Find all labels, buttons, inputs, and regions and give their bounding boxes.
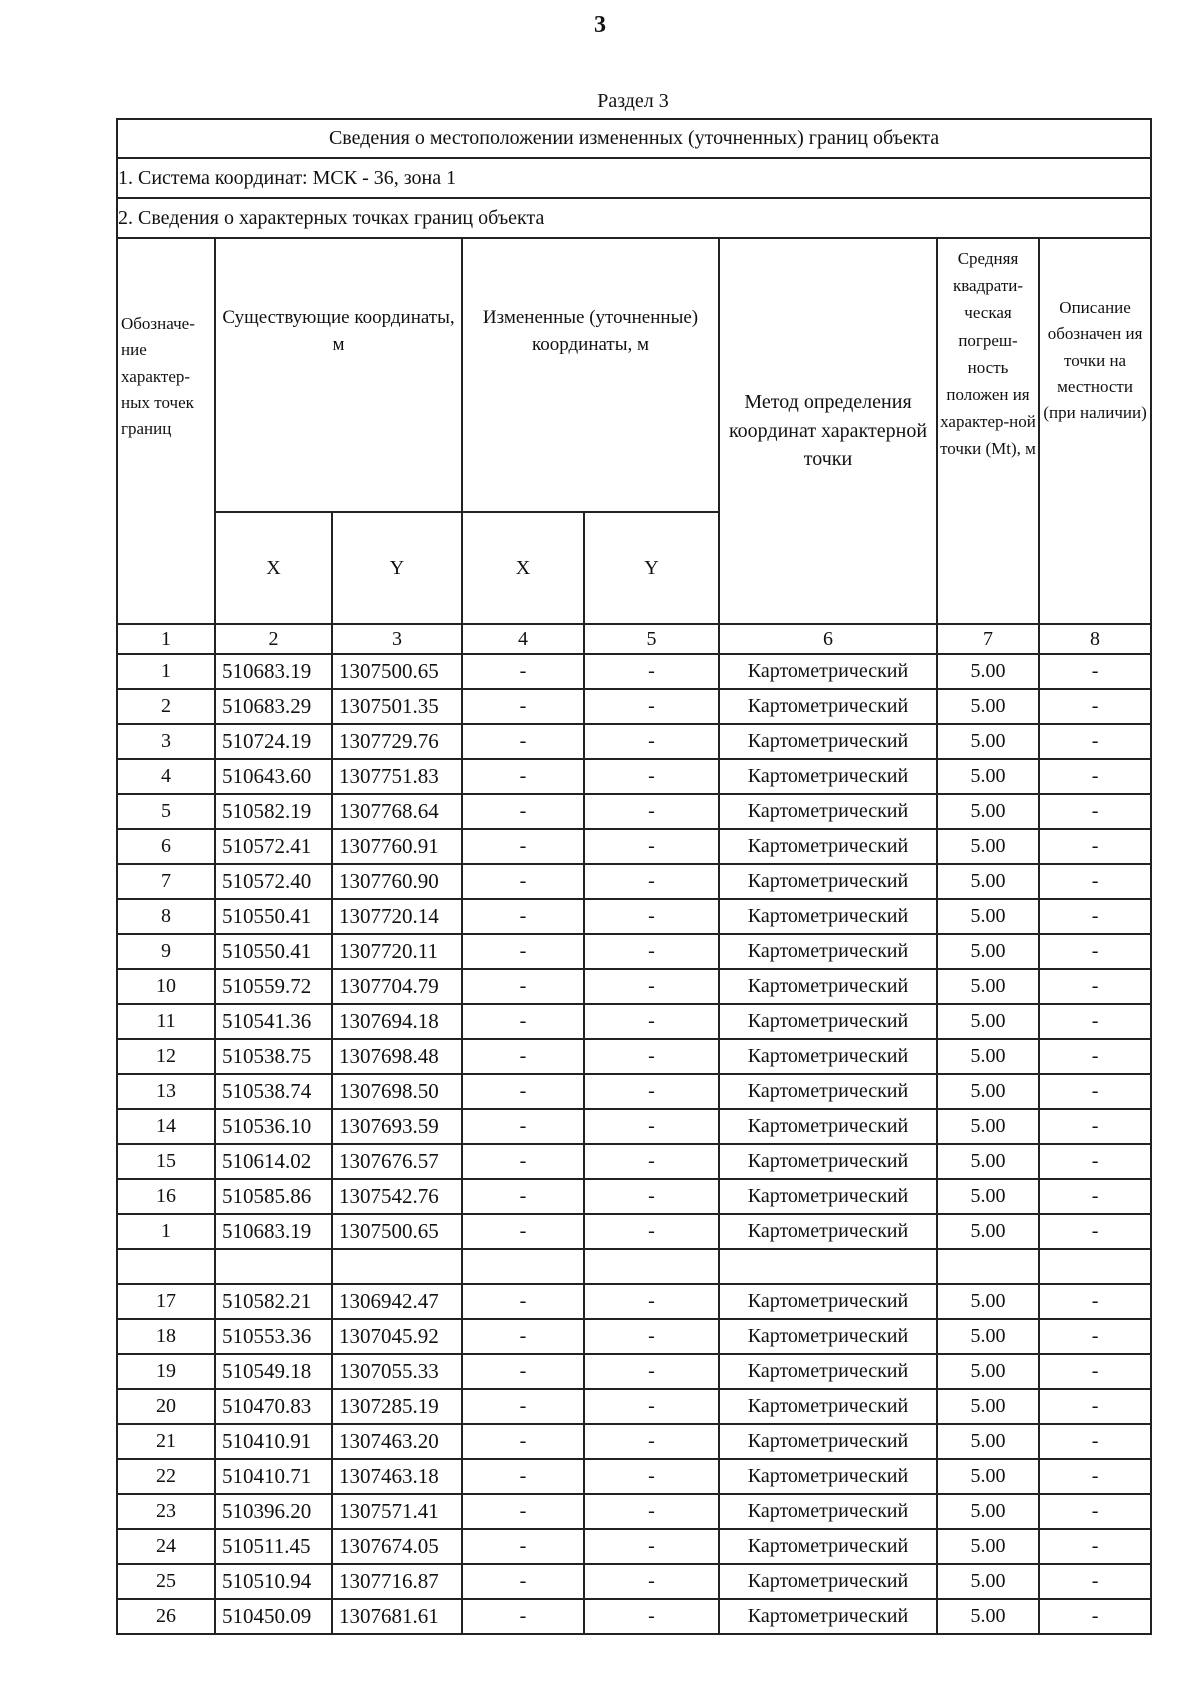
cell-changed-y: - — [584, 1039, 719, 1074]
cell-changed-y: - — [584, 1004, 719, 1039]
table-row — [117, 1214, 1151, 1249]
cell-mt-error: 5.00 — [937, 1564, 1039, 1599]
cell-changed-y: - — [584, 1319, 719, 1354]
cell-changed-y: - — [584, 1284, 719, 1319]
cell-changed-x: - — [462, 689, 584, 724]
cell-method: Картометрический — [719, 1389, 937, 1424]
column-number: 4 — [462, 624, 584, 654]
cell-method: Картометрический — [719, 1494, 937, 1529]
cell-point-id: 6 — [117, 829, 215, 864]
cell-method: Картометрический — [719, 1319, 937, 1354]
cell-method: Картометрический — [719, 1354, 937, 1389]
cell-existing-x: 510582.19 — [215, 794, 332, 829]
cell-existing-y: 1307500.65 — [332, 1214, 462, 1249]
column-number: 2 — [215, 624, 332, 654]
cell-mt-error: 5.00 — [937, 689, 1039, 724]
cell-method: Картометрический — [719, 969, 937, 1004]
cell-changed-y: - — [584, 1179, 719, 1214]
cell-changed-x: - — [462, 1074, 584, 1109]
cell-changed-y: - — [584, 1424, 719, 1459]
cell-changed-y: - — [584, 689, 719, 724]
boundary-points-table — [116, 118, 1152, 1635]
cell-description: - — [1039, 1074, 1151, 1109]
cell-changed-x: - — [462, 1319, 584, 1354]
cell-method: Картометрический — [719, 654, 937, 689]
cell-changed-x: - — [462, 864, 584, 899]
cell-changed-x: - — [462, 654, 584, 689]
cell-existing-x: 510559.72 — [215, 969, 332, 1004]
cell-changed-x: - — [462, 1109, 584, 1144]
cell-existing-y — [332, 1249, 462, 1284]
cell-point-id: 5 — [117, 794, 215, 829]
cell-point-id: 18 — [117, 1319, 215, 1354]
cell-changed-y: - — [584, 1074, 719, 1109]
table-row — [117, 1109, 1151, 1144]
cell-point-id: 21 — [117, 1424, 215, 1459]
table-row — [117, 829, 1151, 864]
cell-description: - — [1039, 1494, 1151, 1529]
cell-mt-error: 5.00 — [937, 1319, 1039, 1354]
table-row — [117, 1004, 1151, 1039]
column-number: 1 — [117, 624, 215, 654]
cell-changed-y: - — [584, 969, 719, 1004]
cell-description: - — [1039, 654, 1151, 689]
cell-changed-x: - — [462, 1144, 584, 1179]
cell-mt-error: 5.00 — [937, 794, 1039, 829]
header-changed-x: X — [462, 512, 584, 624]
cell-method: Картометрический — [719, 864, 937, 899]
cell-description: - — [1039, 1004, 1151, 1039]
cell-changed-y: - — [584, 864, 719, 899]
cell-existing-y: 1307751.83 — [332, 759, 462, 794]
cell-existing-x: 510470.83 — [215, 1389, 332, 1424]
cell-description: - — [1039, 1039, 1151, 1074]
cell-changed-y: - — [584, 1389, 719, 1424]
cell-description — [1039, 1249, 1151, 1284]
cell-mt-error: 5.00 — [937, 1389, 1039, 1424]
table-row — [117, 724, 1151, 759]
cell-changed-y: - — [584, 1494, 719, 1529]
cell-mt-error: 5.00 — [937, 1354, 1039, 1389]
cell-changed-y: - — [584, 1459, 719, 1494]
cell-existing-x: 510549.18 — [215, 1354, 332, 1389]
cell-mt-error: 5.00 — [937, 1214, 1039, 1249]
cell-existing-x: 510572.40 — [215, 864, 332, 899]
cell-description: - — [1039, 1564, 1151, 1599]
cell-existing-y: 1307045.92 — [332, 1319, 462, 1354]
cell-point-id: 1 — [117, 654, 215, 689]
cell-point-id: 10 — [117, 969, 215, 1004]
coordinate-system: 1. Система координат: МСК - 36, зона 1 — [117, 158, 1151, 198]
header-method: Метод определения координат характерной точки — [719, 238, 937, 624]
cell-description: - — [1039, 899, 1151, 934]
cell-existing-x: 510550.41 — [215, 899, 332, 934]
cell-description: - — [1039, 724, 1151, 759]
cell-method: Картометрический — [719, 1599, 937, 1634]
table-row — [117, 1354, 1151, 1389]
header-changed-coordinates: Измененные (уточненные) координаты, м — [462, 238, 719, 512]
cell-existing-x: 510724.19 — [215, 724, 332, 759]
cell-method: Картометрический — [719, 759, 937, 794]
column-number: 3 — [332, 624, 462, 654]
cell-point-id: 11 — [117, 1004, 215, 1039]
cell-mt-error: 5.00 — [937, 1459, 1039, 1494]
table-row — [117, 1424, 1151, 1459]
cell-description: - — [1039, 1144, 1151, 1179]
cell-point-id: 22 — [117, 1459, 215, 1494]
column-number: 5 — [584, 624, 719, 654]
cell-mt-error: 5.00 — [937, 829, 1039, 864]
cell-existing-x: 510614.02 — [215, 1144, 332, 1179]
cell-existing-y: 1307768.64 — [332, 794, 462, 829]
section-title: Раздел 3 — [597, 90, 669, 112]
cell-existing-x: 510683.29 — [215, 689, 332, 724]
cell-changed-x: - — [462, 1494, 584, 1529]
column-numbers-row — [117, 624, 1151, 654]
header-point-description: Описание обозначен ия точки на местности (при наличии) — [1039, 238, 1151, 624]
cell-method: Картометрический — [719, 829, 937, 864]
cell-point-id: 24 — [117, 1529, 215, 1564]
header-existing-coordinates: Существующие координаты, м — [215, 238, 462, 512]
header-existing-y: Y — [332, 512, 462, 624]
cell-mt-error: 5.00 — [937, 1284, 1039, 1319]
cell-mt-error: 5.00 — [937, 1144, 1039, 1179]
cell-existing-y: 1307760.91 — [332, 829, 462, 864]
cell-description: - — [1039, 864, 1151, 899]
cell-existing-y: 1307542.76 — [332, 1179, 462, 1214]
cell-existing-y: 1307720.14 — [332, 899, 462, 934]
cell-description: - — [1039, 1459, 1151, 1494]
cell-existing-y: 1307704.79 — [332, 969, 462, 1004]
cell-changed-y: - — [584, 654, 719, 689]
table-row — [117, 1249, 1151, 1284]
cell-point-id: 13 — [117, 1074, 215, 1109]
cell-existing-y: 1306942.47 — [332, 1284, 462, 1319]
cell-changed-x: - — [462, 1564, 584, 1599]
cell-existing-y: 1307501.35 — [332, 689, 462, 724]
cell-existing-y: 1307693.59 — [332, 1109, 462, 1144]
cell-point-id: 14 — [117, 1109, 215, 1144]
cell-changed-x: - — [462, 1354, 584, 1389]
cell-existing-y: 1307055.33 — [332, 1354, 462, 1389]
cell-changed-x: - — [462, 1599, 584, 1634]
cell-existing-x: 510541.36 — [215, 1004, 332, 1039]
cell-existing-y: 1307676.57 — [332, 1144, 462, 1179]
table-row — [117, 934, 1151, 969]
cell-existing-y: 1307720.11 — [332, 934, 462, 969]
cell-method: Картометрический — [719, 689, 937, 724]
cell-changed-y: - — [584, 1214, 719, 1249]
cell-existing-x: 510582.21 — [215, 1284, 332, 1319]
cell-point-id: 17 — [117, 1284, 215, 1319]
cell-existing-x: 510410.91 — [215, 1424, 332, 1459]
cell-mt-error: 5.00 — [937, 1074, 1039, 1109]
header-existing-x: X — [215, 512, 332, 624]
cell-method: Картометрический — [719, 1459, 937, 1494]
cell-description: - — [1039, 1179, 1151, 1214]
cell-changed-x: - — [462, 1389, 584, 1424]
table-row — [117, 1389, 1151, 1424]
cell-point-id: 3 — [117, 724, 215, 759]
table-row — [117, 1074, 1151, 1109]
cell-existing-y: 1307716.87 — [332, 1564, 462, 1599]
cell-changed-x: - — [462, 1179, 584, 1214]
cell-point-id — [117, 1249, 215, 1284]
cell-point-id: 23 — [117, 1494, 215, 1529]
table-row — [117, 969, 1151, 1004]
cell-changed-x: - — [462, 899, 584, 934]
cell-method: Картометрический — [719, 1214, 937, 1249]
cell-existing-x: 510410.71 — [215, 1459, 332, 1494]
cell-existing-x: 510538.74 — [215, 1074, 332, 1109]
cell-changed-y: - — [584, 794, 719, 829]
cell-existing-x: 510553.36 — [215, 1319, 332, 1354]
cell-existing-y: 1307500.65 — [332, 654, 462, 689]
cell-changed-y: - — [584, 1599, 719, 1634]
column-number: 8 — [1039, 624, 1151, 654]
cell-mt-error: 5.00 — [937, 934, 1039, 969]
cell-existing-y: 1307698.50 — [332, 1074, 462, 1109]
cell-method: Картометрический — [719, 1039, 937, 1074]
cell-mt-error — [937, 1249, 1039, 1284]
cell-changed-x: - — [462, 1424, 584, 1459]
cell-mt-error: 5.00 — [937, 864, 1039, 899]
cell-changed-y: - — [584, 934, 719, 969]
cell-description: - — [1039, 1214, 1151, 1249]
cell-mt-error: 5.00 — [937, 1039, 1039, 1074]
cell-point-id: 4 — [117, 759, 215, 794]
cell-existing-y: 1307729.76 — [332, 724, 462, 759]
cell-method: Картометрический — [719, 1529, 937, 1564]
cell-mt-error: 5.00 — [937, 759, 1039, 794]
cell-existing-y: 1307681.61 — [332, 1599, 462, 1634]
cell-description: - — [1039, 794, 1151, 829]
cell-existing-x: 510683.19 — [215, 654, 332, 689]
cell-changed-x: - — [462, 1039, 584, 1074]
cell-description: - — [1039, 1529, 1151, 1564]
cell-description: - — [1039, 1109, 1151, 1144]
table-row — [117, 1319, 1151, 1354]
cell-existing-x: 510550.41 — [215, 934, 332, 969]
cell-changed-y: - — [584, 1144, 719, 1179]
cell-point-id: 1 — [117, 1214, 215, 1249]
header-point-designation: Обозначе-ние характер-ных точек границ — [117, 238, 215, 624]
page-number: 3 — [594, 12, 606, 38]
cell-mt-error: 5.00 — [937, 1424, 1039, 1459]
cell-point-id: 2 — [117, 689, 215, 724]
cell-existing-x: 510572.41 — [215, 829, 332, 864]
cell-description: - — [1039, 829, 1151, 864]
cell-mt-error: 5.00 — [937, 899, 1039, 934]
table-row — [117, 759, 1151, 794]
cell-method: Картометрический — [719, 899, 937, 934]
cell-existing-x: 510536.10 — [215, 1109, 332, 1144]
cell-changed-x: - — [462, 1529, 584, 1564]
cell-mt-error: 5.00 — [937, 969, 1039, 1004]
cell-point-id: 8 — [117, 899, 215, 934]
cell-description: - — [1039, 1424, 1151, 1459]
cell-changed-x: - — [462, 1214, 584, 1249]
cell-existing-y: 1307285.19 — [332, 1389, 462, 1424]
cell-mt-error: 5.00 — [937, 1529, 1039, 1564]
cell-description: - — [1039, 1319, 1151, 1354]
cell-description: - — [1039, 969, 1151, 1004]
cell-point-id: 7 — [117, 864, 215, 899]
cell-existing-y: 1307694.18 — [332, 1004, 462, 1039]
cell-mt-error: 5.00 — [937, 1004, 1039, 1039]
table-row — [117, 689, 1151, 724]
cell-description: - — [1039, 1599, 1151, 1634]
header-mean-square-error: Средняя квадрати-ческая погреш-ность положен ия характер-ной точки (Mt), м — [937, 238, 1039, 624]
cell-mt-error: 5.00 — [937, 1494, 1039, 1529]
cell-changed-y: - — [584, 899, 719, 934]
cell-mt-error: 5.00 — [937, 1109, 1039, 1144]
table-title: Сведения о местоположении измененных (уточненных) границ объекта — [117, 119, 1151, 158]
cell-changed-x: - — [462, 969, 584, 1004]
table-row — [117, 1039, 1151, 1074]
cell-existing-x: 510511.45 — [215, 1529, 332, 1564]
cell-changed-x — [462, 1249, 584, 1284]
cell-existing-y: 1307463.20 — [332, 1424, 462, 1459]
cell-point-id: 16 — [117, 1179, 215, 1214]
cell-changed-x: - — [462, 724, 584, 759]
cell-existing-x: 510683.19 — [215, 1214, 332, 1249]
cell-description: - — [1039, 759, 1151, 794]
cell-existing-y: 1307571.41 — [332, 1494, 462, 1529]
cell-existing-x: 510585.86 — [215, 1179, 332, 1214]
cell-description: - — [1039, 1354, 1151, 1389]
cell-description: - — [1039, 689, 1151, 724]
cell-method: Картометрический — [719, 1074, 937, 1109]
cell-existing-x: 510450.09 — [215, 1599, 332, 1634]
points-heading: 2. Сведения о характерных точках границ объекта — [117, 198, 1151, 238]
cell-changed-x: - — [462, 794, 584, 829]
table-row — [117, 1144, 1151, 1179]
cell-changed-x: - — [462, 759, 584, 794]
cell-existing-x — [215, 1249, 332, 1284]
table-row — [117, 1494, 1151, 1529]
cell-existing-x: 510510.94 — [215, 1564, 332, 1599]
cell-point-id: 25 — [117, 1564, 215, 1599]
cell-method: Картометрический — [719, 794, 937, 829]
cell-point-id: 20 — [117, 1389, 215, 1424]
cell-changed-y: - — [584, 829, 719, 864]
cell-mt-error: 5.00 — [937, 654, 1039, 689]
cell-method: Картометрический — [719, 1004, 937, 1039]
table-row — [117, 864, 1151, 899]
table-row — [117, 1179, 1151, 1214]
cell-existing-y: 1307698.48 — [332, 1039, 462, 1074]
column-number: 6 — [719, 624, 937, 654]
cell-point-id: 9 — [117, 934, 215, 969]
cell-mt-error: 5.00 — [937, 1179, 1039, 1214]
cell-changed-x: - — [462, 829, 584, 864]
cell-method: Картометрический — [719, 1109, 937, 1144]
cell-method: Картометрический — [719, 934, 937, 969]
cell-method: Картометрический — [719, 1284, 937, 1319]
cell-changed-y: - — [584, 759, 719, 794]
cell-changed-y: - — [584, 1529, 719, 1564]
table-row — [117, 794, 1151, 829]
column-number: 7 — [937, 624, 1039, 654]
cell-changed-y: - — [584, 1564, 719, 1599]
table-row — [117, 1599, 1151, 1634]
cell-changed-x: - — [462, 1459, 584, 1494]
cell-point-id: 19 — [117, 1354, 215, 1389]
cell-mt-error: 5.00 — [937, 1599, 1039, 1634]
table-row — [117, 1529, 1151, 1564]
cell-changed-y: - — [584, 724, 719, 759]
cell-changed-x: - — [462, 1004, 584, 1039]
cell-existing-x: 510396.20 — [215, 1494, 332, 1529]
cell-description: - — [1039, 934, 1151, 969]
cell-method: Картометрический — [719, 1179, 937, 1214]
cell-existing-y: 1307760.90 — [332, 864, 462, 899]
cell-point-id: 12 — [117, 1039, 215, 1074]
cell-changed-y: - — [584, 1109, 719, 1144]
cell-existing-y: 1307463.18 — [332, 1459, 462, 1494]
cell-point-id: 15 — [117, 1144, 215, 1179]
cell-point-id: 26 — [117, 1599, 215, 1634]
cell-changed-x: - — [462, 934, 584, 969]
cell-existing-x: 510643.60 — [215, 759, 332, 794]
cell-method — [719, 1249, 937, 1284]
cell-existing-y: 1307674.05 — [332, 1529, 462, 1564]
cell-description: - — [1039, 1389, 1151, 1424]
cell-changed-x: - — [462, 1284, 584, 1319]
cell-description: - — [1039, 1284, 1151, 1319]
cell-method: Картометрический — [719, 1144, 937, 1179]
table-row — [117, 899, 1151, 934]
cell-mt-error: 5.00 — [937, 724, 1039, 759]
cell-method: Картометрический — [719, 724, 937, 759]
cell-existing-x: 510538.75 — [215, 1039, 332, 1074]
cell-method: Картометрический — [719, 1564, 937, 1599]
cell-method: Картометрический — [719, 1424, 937, 1459]
table-row — [117, 1284, 1151, 1319]
table-row — [117, 654, 1151, 689]
table-row — [117, 1459, 1151, 1494]
table-row — [117, 1564, 1151, 1599]
cell-changed-y: - — [584, 1354, 719, 1389]
header-changed-y: Y — [584, 512, 719, 624]
cell-changed-y — [584, 1249, 719, 1284]
